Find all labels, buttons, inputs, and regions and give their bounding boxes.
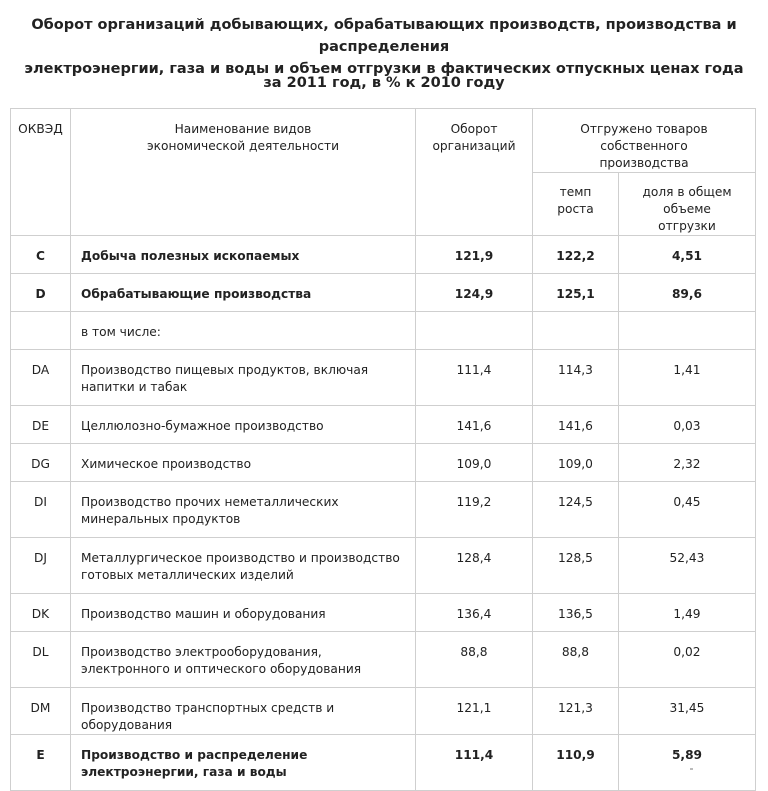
row-turnover: 128,4 xyxy=(416,538,533,594)
row-growth-rate: 122,2 xyxy=(533,236,619,274)
row-activity-name: Химическое производство xyxy=(71,444,416,482)
header-activity-name-line2: экономической деятельности xyxy=(146,139,340,153)
row-share: 4,51 xyxy=(619,236,756,274)
table-row xyxy=(11,594,756,632)
row-growth-rate: 124,5 xyxy=(533,482,619,538)
header-turnover-line1: Оборот xyxy=(450,122,498,136)
statistics-table xyxy=(10,108,756,791)
row-code: DJ xyxy=(11,538,71,594)
row-activity-name: Целлюлозно-бумажное производство xyxy=(71,406,416,444)
row-share: 2,32 xyxy=(619,444,756,482)
table-row xyxy=(11,274,756,312)
row-growth-rate: 121,3 xyxy=(533,688,619,735)
row-turnover: 111,4 xyxy=(416,735,533,791)
row-turnover: 111,4 xyxy=(416,350,533,406)
row-growth-rate: 114,3 xyxy=(533,350,619,406)
row-activity-name: в том числе: xyxy=(71,312,416,350)
row-turnover: 141,6 xyxy=(416,406,533,444)
row-growth-rate: 136,5 xyxy=(533,594,619,632)
row-code: DG xyxy=(11,444,71,482)
table-row xyxy=(11,236,756,274)
header-share xyxy=(619,173,756,236)
row-code: DE xyxy=(11,406,71,444)
header-share-line1: доля в общем объеме xyxy=(642,185,732,216)
header-shipped-line1: Отгружено товаров собственного xyxy=(580,122,708,153)
row-growth-rate: 125,1 xyxy=(533,274,619,312)
row-growth-rate: 128,5 xyxy=(533,538,619,594)
row-turnover: 124,9 xyxy=(416,274,533,312)
report-title-line2: электроэнергии, газа и воды и объем отгрузки в фактических отпускных ценах года xyxy=(24,61,744,77)
row-share: 0,03 xyxy=(619,406,756,444)
report-title-line1: Оборот организаций добывающих, обрабатывающих производств, производства и распределения xyxy=(31,17,737,55)
row-code: DM xyxy=(11,688,71,735)
table-row xyxy=(11,482,756,538)
row-turnover: 88,8 xyxy=(416,632,533,688)
row-share: 31,45 xyxy=(619,688,756,735)
header-growth-rate-line1: темп xyxy=(559,185,592,199)
table-row xyxy=(11,406,756,444)
row-turnover: 121,9 xyxy=(416,236,533,274)
table-row xyxy=(11,312,756,350)
row-share: 1,41 xyxy=(619,350,756,406)
page-edge-mark xyxy=(690,768,693,770)
row-code: DA xyxy=(11,350,71,406)
row-activity-name: Производство и распределение электроэнергии, газа и воды xyxy=(71,735,416,791)
row-code: E xyxy=(11,735,71,791)
header-turnover xyxy=(416,109,533,236)
row-share: 0,02 xyxy=(619,632,756,688)
row-activity-name: Металлургическое производство и производство готовых металлических изделий xyxy=(71,538,416,594)
row-growth-rate xyxy=(533,312,619,350)
row-turnover: 109,0 xyxy=(416,444,533,482)
row-code: DK xyxy=(11,594,71,632)
row-share: 5,89 xyxy=(619,735,756,791)
row-code xyxy=(11,312,71,350)
table-row xyxy=(11,538,756,594)
row-growth-rate: 110,9 xyxy=(533,735,619,791)
row-turnover: 136,4 xyxy=(416,594,533,632)
row-growth-rate: 141,6 xyxy=(533,406,619,444)
report-period: за 2011 год, в % к 2010 году xyxy=(263,75,505,91)
header-growth-rate-line2: роста xyxy=(557,202,594,216)
row-activity-name: Производство транспортных средств и оборудования xyxy=(71,688,416,735)
header-shipped-line2: производства xyxy=(599,156,689,170)
row-turnover xyxy=(416,312,533,350)
header-turnover-line2: организаций xyxy=(432,139,516,153)
row-turnover: 121,1 xyxy=(416,688,533,735)
header-activity-name xyxy=(71,109,416,236)
header-activity-name-line1: Наименование видов xyxy=(174,122,312,136)
row-share xyxy=(619,312,756,350)
row-share: 52,43 xyxy=(619,538,756,594)
row-code: DL xyxy=(11,632,71,688)
row-code: DI xyxy=(11,482,71,538)
table-row xyxy=(11,688,756,735)
report-title xyxy=(0,14,768,80)
table-row xyxy=(11,735,756,791)
row-activity-name: Производство пищевых продуктов, включая напитки и табак xyxy=(71,350,416,406)
row-share: 89,6 xyxy=(619,274,756,312)
row-activity-name: Производство прочих неметаллических минеральных продуктов xyxy=(71,482,416,538)
row-code: D xyxy=(11,274,71,312)
row-share: 0,45 xyxy=(619,482,756,538)
header-code: ОКВЭД xyxy=(11,109,71,236)
row-activity-name: Производство электрооборудования, электронного и оптического оборудования xyxy=(71,632,416,688)
header-shipped-goods xyxy=(533,109,756,173)
row-activity-name: Производство машин и оборудования xyxy=(71,594,416,632)
row-turnover: 119,2 xyxy=(416,482,533,538)
header-growth-rate xyxy=(533,173,619,236)
row-share: 1,49 xyxy=(619,594,756,632)
row-activity-name: Добыча полезных ископаемых xyxy=(71,236,416,274)
row-activity-name: Обрабатывающие производства xyxy=(71,274,416,312)
table-row xyxy=(11,350,756,406)
row-growth-rate: 88,8 xyxy=(533,632,619,688)
table-row xyxy=(11,444,756,482)
header-share-line2: отгрузки xyxy=(658,219,716,233)
table-row xyxy=(11,632,756,688)
row-growth-rate: 109,0 xyxy=(533,444,619,482)
row-code: C xyxy=(11,236,71,274)
